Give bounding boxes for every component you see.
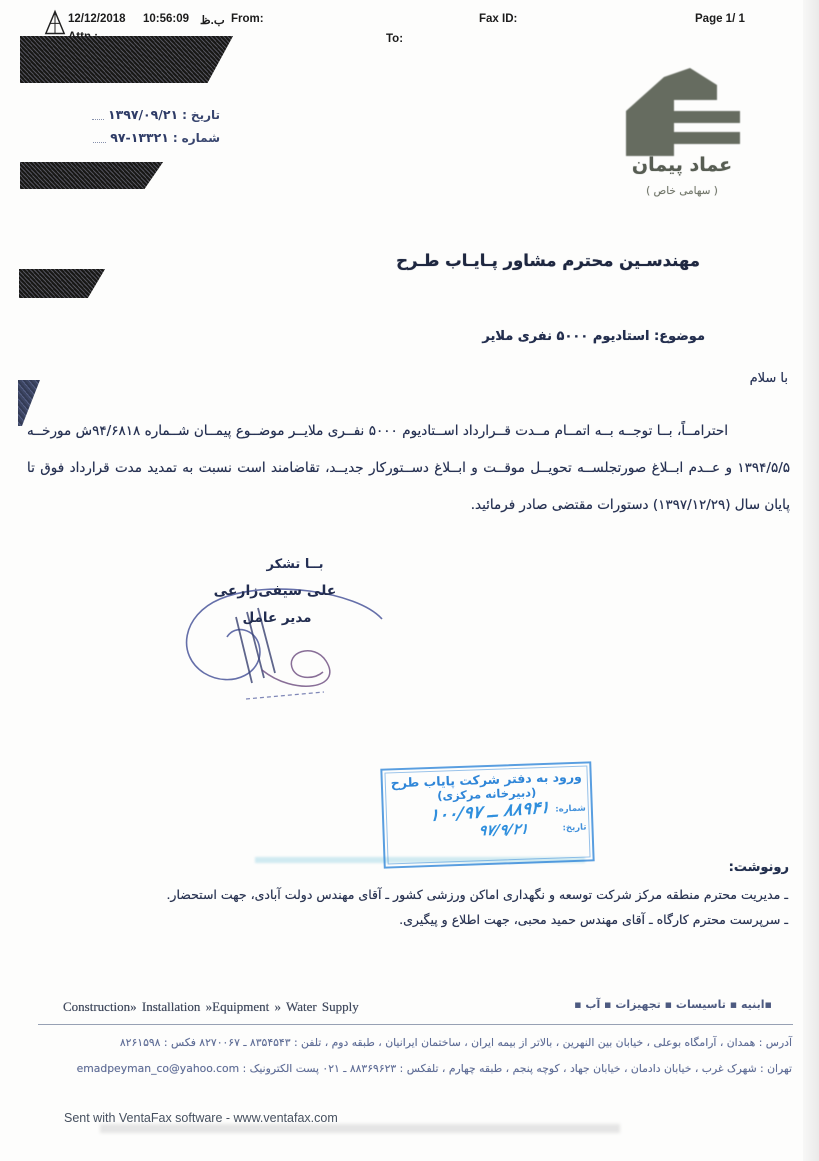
stamp-subtitle: (دبیرخانه مرکزی) [436,785,537,803]
ventafax-credit: Sent with VentaFax software - www.ventafax.com [64,1111,338,1125]
scan-artifact-streak [100,1124,620,1133]
fax-page-label: Page 1/ 1 [695,13,745,25]
services-english: Construction» Installation »Equipment » Water Supply [63,999,359,1014]
stamp-date-value: ۹۷/۹/۲۱ [478,821,530,840]
redaction-bar-top [20,36,233,83]
scan-edge-shadow [803,0,819,1161]
stamp-date-label: تاریخ: [562,822,587,834]
recipient-title: مهندسـین محترم مشاور پـایـاب طـرح [396,251,700,270]
fax-to-label: To: [386,33,404,45]
stamp-number-label: شماره: [555,803,587,815]
services-persian: ▪ابنیه ▪ تاسیسات ▪ تجهیزات ▪ آب ▪ [574,998,772,1011]
footer-divider [38,1024,793,1025]
address-hamedan: آدرس : همدان ، آرامگاه بوعلی ، خیابان بین النهرین ، بالاتر از بیمه ایران ، ساختمان ایرانیان ، طبقه دوم ، تلفن : ۸۳۵۴۵۴۳ ـ ۸۲۷۰۰۶۷ فکس : ۸۲۶۱۵۹۸ [119,1036,792,1049]
reference-block [92,103,220,149]
redaction-mark-small [19,269,105,298]
company-type: ( سهامی خاص ) [646,185,718,197]
fax-app-triangle-icon [44,9,66,36]
date-value: ۱۳۹۷/۰۹/۲۱ [107,107,179,122]
number-label: شماره [181,130,220,145]
fax-date: 12/12/2018 [68,13,126,25]
salutation: با سلام [749,371,788,386]
date-label: تاریخ [190,107,220,122]
stamp-date-row [384,819,591,842]
subject-line: موضوع: استادیوم ۵۰۰۰ نفری ملایر [482,329,705,344]
stamp-number-row [384,798,592,825]
signer-name: علی سیفی‌زارعی [213,583,337,599]
house-emblem-icon [620,64,746,156]
cc-item: ـ مدیریت محترم منطقه مرکز شرکت توسعه و نگهداری اماکن ورزشی کشور ـ آقای مهندس دولت آبادی، جهت استحضار. [166,887,788,902]
number-value: ۹۷-۱۳۳۲۱ [110,130,169,145]
fax-id-label: Fax ID: [479,13,518,25]
ref-number-row: شماره : ۹۷-۱۳۳۲۱ [92,126,220,149]
company-name: عماد پیمان [631,154,733,176]
ref-date-row: تاریخ : ۱۳۹۷/۰۹/۲۱ [92,103,220,126]
fax-from-label: From: [231,13,264,25]
address-tehran-email: تهران : شهرک غرب ، خیابان دادمان ، خیابان جهاد ، کوچه پنجم ، طبقه چهارم ، تلفکس : ۸۸۳۶۹۶۲۳ ـ ۰۲۱ پست الکترونیک : emadpeyman_co@yahoo.com [76,1062,792,1075]
dotted-leader [93,133,106,143]
dotted-leader [92,110,104,120]
cc-label: رونوشت: [728,860,789,875]
cc-item: ـ سرپرست محترم کارگاه ـ آقای مهندس حمید محبی، جهت اطلاع و پیگیری. [399,912,788,927]
fax-time: 10:56:09 [143,13,190,25]
stamp-title: ورود به دفتر شرکت پایاب طرح [390,768,583,791]
redaction-bar-middle [20,162,163,189]
closing-phrase: بــا تشکر [266,557,324,572]
office-entry-stamp [380,761,594,868]
letter-body: احترامــاً، بــا توجــه بــه اتمــام مــدت قــرارداد اســتادیوم ۵۰۰۰ نفــری ملایــر موضــوع پیمــان شــماره ۹۴/۶۸۱۸ش مورخــه ۱۳۹۴/۵/۵ و عــدم ابــلاغ صورتجلســه تحویــل موقــت و ابــلاغ دســتورکار جدیــد، تقاضامند است نسبت به تمدید مدت قرارداد فوق تا پایان سال (۱۳۹۷/۱۲/۲۹) دستورات مقتضی صادر فرمائید. [27,423,790,513]
fax-meridiem: ب.ظ [200,15,225,27]
stamp-number-value: ۱۰۰/۹۷ ــ ۸۸۹۴۱ [429,797,551,827]
signer-title: مدیر عامل [242,610,312,626]
